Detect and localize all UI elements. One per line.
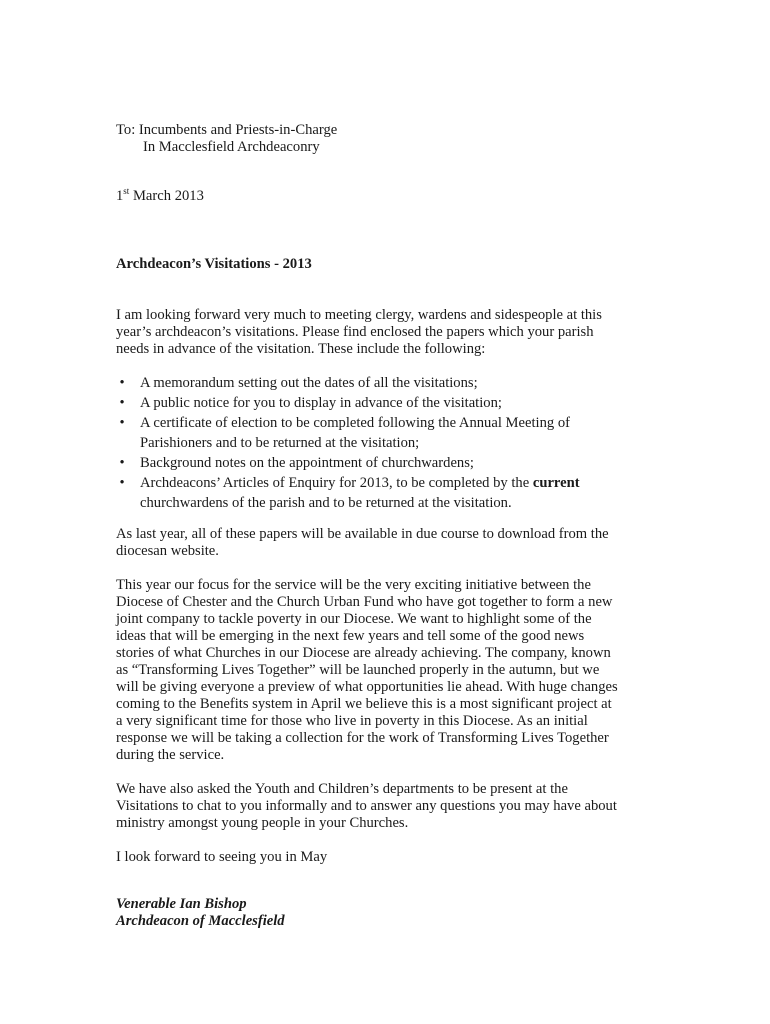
- paragraph-line: As last year, all of these papers will be available in due course to download from the: [116, 526, 609, 542]
- recipient-line-2: In Macclesfield Archdeaconry: [143, 139, 320, 155]
- paragraph-line: a very significant time for those who live in poverty in this Diocese. As an initial: [116, 713, 588, 729]
- paragraph-line: ideas that will be emerging in the next few years and tell some of the good news: [116, 628, 585, 644]
- bullet-item-continuation: Parishioners and to be returned at the visitation;: [140, 435, 420, 451]
- paragraph-line: as “Transforming Lives Together” will be launched properly in the autumn, but we: [116, 662, 600, 678]
- bullet-item: A public notice for you to display in advance of the visitation;: [140, 395, 502, 411]
- paragraph-line: during the service.: [116, 747, 225, 763]
- paragraph-line: coming to the Benefits system in April we believe this is a most significant project at: [116, 696, 612, 712]
- paragraph-line: Diocese of Chester and the Church Urban Fund who have got together to form a new: [116, 594, 613, 610]
- closing-line: I look forward to seeing you in May: [116, 849, 328, 865]
- bullet-marker: •: [119, 415, 125, 431]
- bullet-item: [140, 475, 580, 492]
- paragraph-line: diocesan website.: [116, 543, 219, 559]
- bullet-item-continuation: churchwardens of the parish and to be returned at the visitation.: [140, 495, 512, 511]
- bullet-item: Background notes on the appointment of churchwardens;: [140, 455, 474, 471]
- paragraph-line: response we will be taking a collection for the work of Transforming Lives Together: [116, 730, 609, 746]
- paragraph-line: Visitations to chat to you informally and to answer any questions you may have about: [116, 798, 617, 814]
- bullet-marker: •: [119, 375, 125, 391]
- bullet-marker: •: [119, 475, 125, 491]
- bullet-item: A memorandum setting out the dates of all the visitations;: [140, 375, 478, 391]
- paragraph-line: joint company to tackle poverty in our Diocese. We want to highlight some of the: [116, 611, 592, 627]
- date-rest: March 2013: [129, 188, 204, 204]
- intro-line: I am looking forward very much to meeting clergy, wardens and sidespeople at this: [116, 307, 602, 323]
- bullet-marker: •: [119, 455, 125, 471]
- signature-name: Venerable Ian Bishop: [116, 896, 247, 912]
- paragraph-line: This year our focus for the service will be the very exciting initiative between the: [116, 577, 591, 593]
- paragraph-line: stories of what Churches in our Diocese are already achieving. The company, known: [116, 645, 611, 661]
- paragraph-line: ministry amongst young people in your Churches.: [116, 815, 409, 831]
- bullet-marker: •: [119, 395, 125, 411]
- paragraph-line: We have also asked the Youth and Children’s departments to be present at the: [116, 781, 568, 797]
- letter-subject: Archdeacon’s Visitations - 2013: [116, 256, 312, 272]
- emphasis-current: current: [532, 475, 580, 491]
- bullet-item: A certificate of election to be completed following the Annual Meeting of: [140, 415, 570, 431]
- recipient-line: To: Incumbents and Priests-in-Charge: [116, 122, 338, 138]
- bullet-item-text: Archdeacons’ Articles of Enquiry for 2013, to be completed by the: [140, 475, 533, 491]
- letter-date: [116, 188, 204, 205]
- signature-title: Archdeacon of Macclesfield: [116, 913, 285, 929]
- paragraph-line: will be giving everyone a preview of what opportunities lie ahead. With huge changes: [116, 679, 618, 695]
- intro-line: year’s archdeacon’s visitations. Please find enclosed the papers which your parish: [116, 324, 594, 340]
- date-suffix: st: [123, 186, 130, 196]
- intro-line: needs in advance of the visitation. These include the following:: [116, 341, 486, 357]
- date-day: 1: [116, 188, 124, 204]
